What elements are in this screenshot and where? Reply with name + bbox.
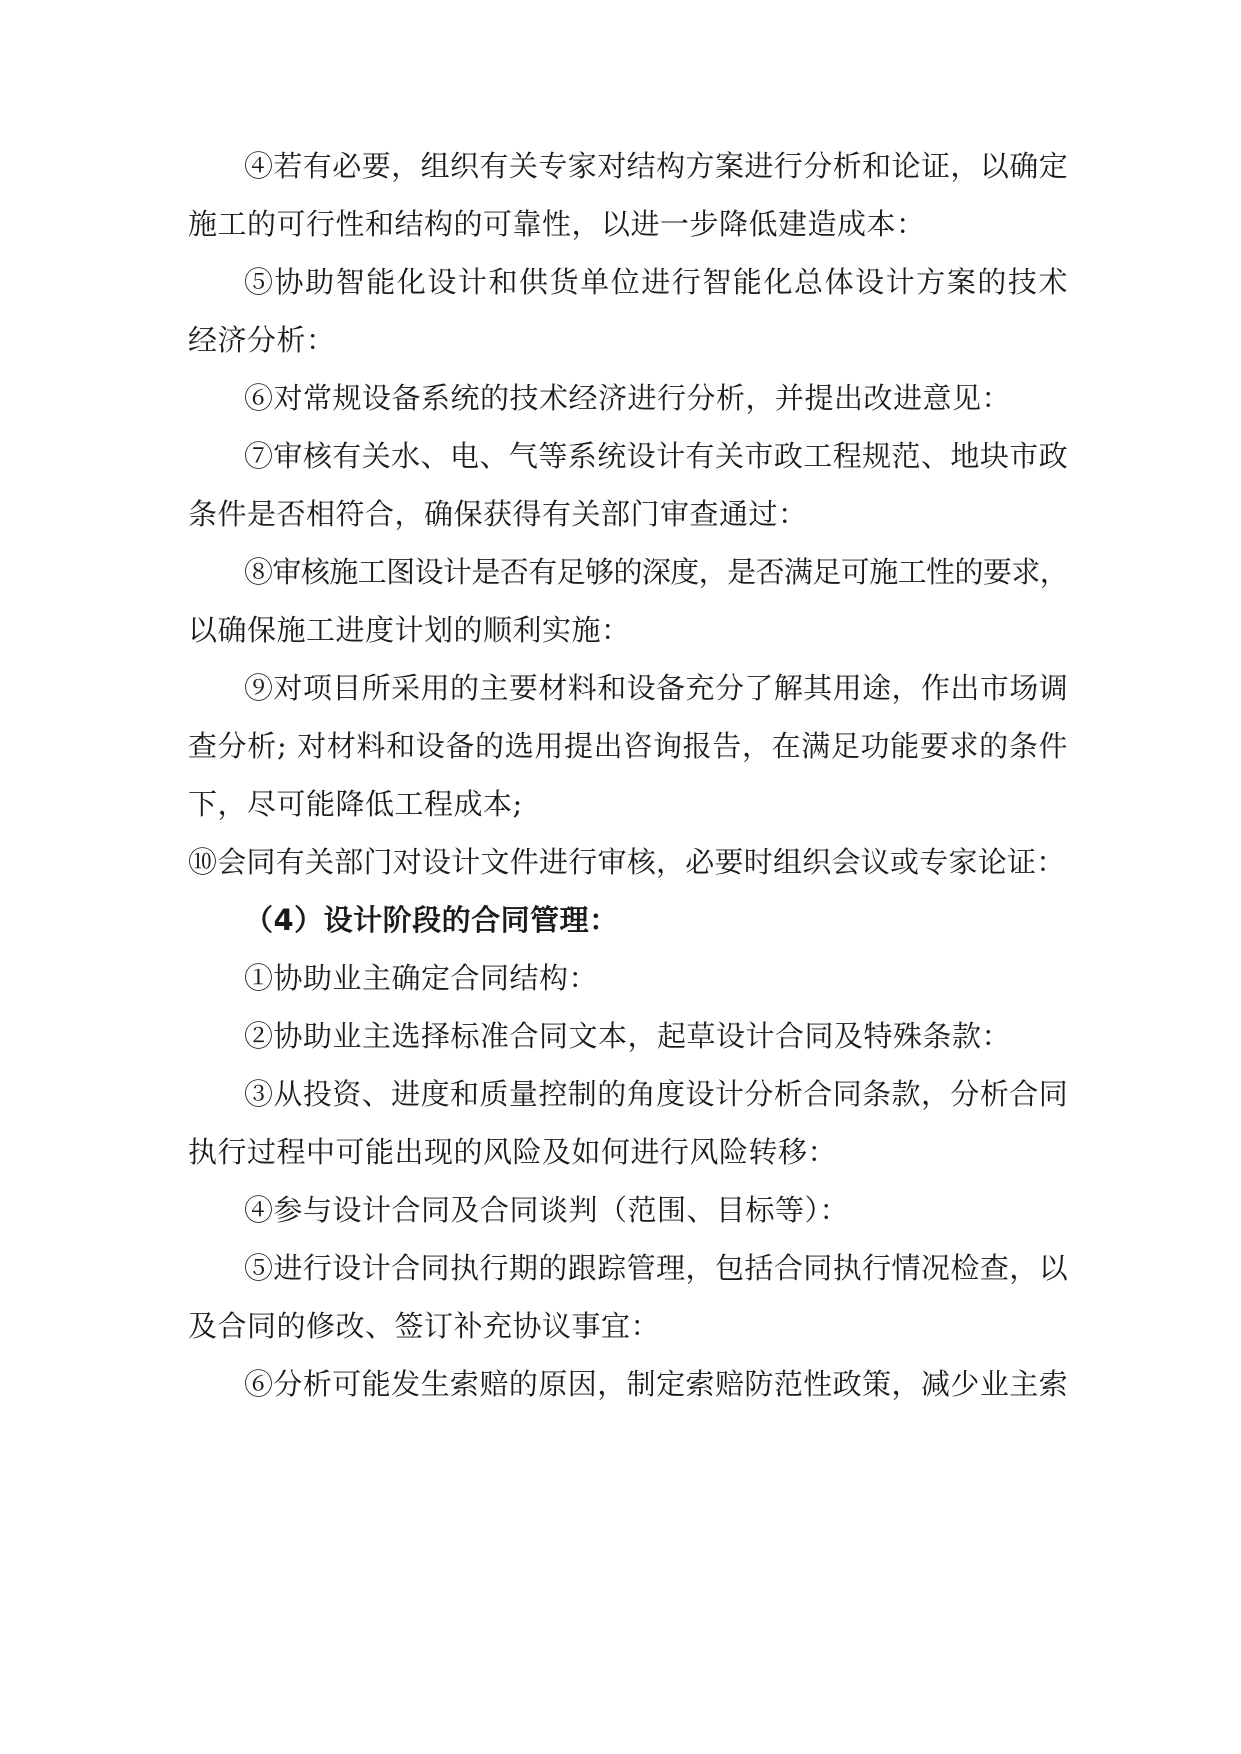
paragraph-line: ⑥分析可能发生索赔的原因，制定索赔防范性政策，减少业主索 bbox=[244, 1367, 1068, 1401]
paragraph-line: ⑤进行设计合同执行期的跟踪管理，包括合同执行情况检查，以 bbox=[244, 1251, 1068, 1285]
paragraph-line: 及合同的修改、签订补充协议事宜： bbox=[188, 1309, 661, 1343]
paragraph-line: 下，尽可能降低工程成本; bbox=[188, 787, 523, 821]
paragraph-line: ①协助业主确定合同结构： bbox=[244, 961, 599, 995]
paragraph-line: ②协助业主选择标准合同文本，起草设计合同及特殊条款： bbox=[244, 1019, 1012, 1053]
paragraph-line: 条件是否相符合，确保获得有关部门审查通过： bbox=[188, 497, 808, 531]
paragraph-line: ⑨对项目所采用的主要材料和设备充分了解其用途，作出市场调 bbox=[244, 671, 1068, 705]
paragraph-line: 以确保施工进度计划的顺利实施： bbox=[188, 613, 631, 647]
paragraph-line: 施工的可行性和结构的可靠性，以进一步降低建造成本： bbox=[188, 207, 926, 241]
paragraph-line: ⑦审核有关水、电、气等系统设计有关市政工程规范、地块市政 bbox=[244, 439, 1068, 473]
paragraph-line: ③从投资、进度和质量控制的角度设计分析合同条款，分析合同 bbox=[244, 1077, 1068, 1111]
paragraph-line: ⑥对常规设备系统的技术经济进行分析，并提出改进意见： bbox=[244, 381, 1012, 415]
paragraph-line: 执行过程中可能出现的风险及如何进行风险转移： bbox=[188, 1135, 838, 1169]
paragraph-line: 经济分析： bbox=[188, 323, 336, 357]
paragraph-line: ⑧审核施工图设计是否有足够的深度，是否满足可施工性的要求， bbox=[244, 555, 1068, 589]
paragraph-line: 查分析; 对材料和设备的选用提出咨询报告，在满足功能要求的条件 bbox=[188, 729, 1068, 763]
paragraph-line: ④参与设计合同及合同谈判（范围、目标等）： bbox=[244, 1193, 850, 1227]
paragraph-line: ④若有必要，组织有关专家对结构方案进行分析和论证，以确定 bbox=[244, 149, 1068, 183]
paragraph-line: ⑩会同有关部门对设计文件进行审核，必要时组织会议或专家论证： bbox=[188, 845, 1066, 879]
section-heading: （4）设计阶段的合同管理： bbox=[244, 903, 619, 937]
paragraph-line: ⑤协助智能化设计和供货单位进行智能化总体设计方案的技术 bbox=[244, 265, 1068, 299]
